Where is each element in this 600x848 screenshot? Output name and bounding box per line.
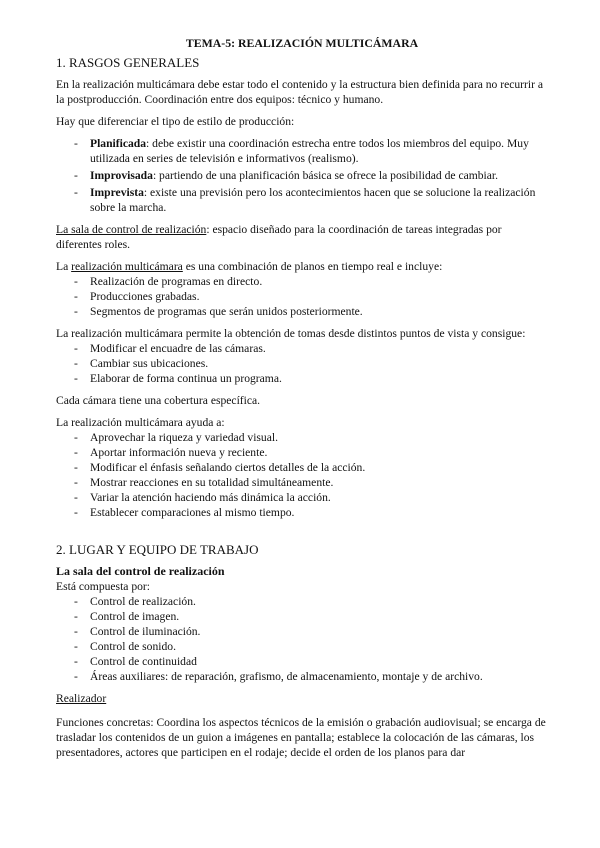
section-spacer (56, 527, 548, 542)
list-item: - Imprevista: existe una previsión pero los acontecimientos hacen que se solucione la realización sobre la marcha. (74, 186, 536, 214)
list-item: - Realización de programas en directo. (74, 275, 263, 288)
list-item: - Planificada: debe existir una coordinación estrecha entre todos los miembros del equipo. Muy utilizada en series de televisión e informativos (realismo). (74, 137, 529, 165)
list-item: - Mostrar reacciones en su totalidad simultáneamente. (74, 476, 334, 489)
composed-of-intro: Está compuesta por: (56, 580, 151, 593)
list-item: - Control de sonido. (74, 640, 176, 653)
list-item: - Aportar información nueva y reciente. (74, 446, 268, 459)
list-item: - Elaborar de forma continua un programa. (74, 372, 282, 385)
list-item: - Aprovechar la riqueza y variedad visual. (74, 431, 278, 444)
document-page (56, 36, 548, 760)
achieves-list (56, 341, 548, 386)
includes-list (56, 274, 548, 319)
director-subheading: Realizador (56, 692, 107, 705)
list-item: - Variar la atención haciendo más dinámica la acción. (74, 491, 331, 504)
list-item: - Control de imagen. (74, 610, 180, 623)
permite-intro: La realización multicámara permite la obtención de tomas desde distintos puntos de vista y consigue: (56, 327, 526, 340)
list-item: - Control de realización. (74, 595, 196, 608)
page-title: TEMA-5: REALIZACIÓN MULTICÁMARA (185, 36, 419, 50)
helps-intro: La realización multicámara ayuda a: (56, 416, 225, 429)
section-2-heading: 2. LUGAR Y EQUIPO DE TRABAJO (56, 542, 259, 557)
intro-paragraph: En la realización multicámara debe estar todo el contenido y la estructura bien definida para no recurrir a la postproducción. Coordinación entre dos equipos: técnico y humano. (56, 78, 544, 106)
list-item: - Improvisada: partiendo de una planificación básica se ofrece la posibilidad de cambiar. (74, 169, 499, 182)
list-item: - Cambiar sus ubicaciones. (74, 357, 209, 370)
list-item: - Control de iluminación. (74, 625, 201, 638)
components-list (56, 594, 548, 684)
list-item: - Modificar el encuadre de las cámaras. (74, 342, 266, 355)
production-styles-list (56, 136, 548, 215)
list-item: - Modificar el énfasis señalando ciertos detalles de la acción. (74, 461, 366, 474)
section-1-heading: 1. RASGOS GENERALES (56, 55, 200, 70)
control-room-subheading: La sala del control de realización (56, 564, 225, 578)
list-item: - Control de continuidad (74, 655, 197, 668)
list-item: - Segmentos de programas que serán unidos posteriormente. (74, 305, 363, 318)
director-functions: Funciones concretas: Coordina los aspectos técnicos de la emisión o grabación audiovisual; se encarga de trasladar los contenidos de un guion a imágenes en pantalla; establece la colocación de las cámaras, los presentadores, actores que participen en el rodaje; decide el orden de los planos para dar (56, 716, 546, 759)
coverage-note: Cada cámara tiene una cobertura específica. (56, 394, 261, 407)
list-item: - Establecer comparaciones al mismo tiempo. (74, 506, 295, 519)
list-item: - Producciones grabadas. (74, 290, 200, 303)
styles-intro: Hay que diferenciar el tipo de estilo de producción: (56, 115, 295, 128)
realizacion-definition: La realización multicámara es una combinación de planos en tiempo real e incluye: (56, 260, 443, 273)
list-item: - Áreas auxiliares: de reparación, grafismo, de almacenamiento, montaje y de archivo. (74, 670, 483, 683)
sala-definition: La sala de control de realización: espacio diseñado para la coordinación de tareas integradas por diferentes roles. (56, 223, 502, 251)
helps-list (56, 430, 548, 520)
